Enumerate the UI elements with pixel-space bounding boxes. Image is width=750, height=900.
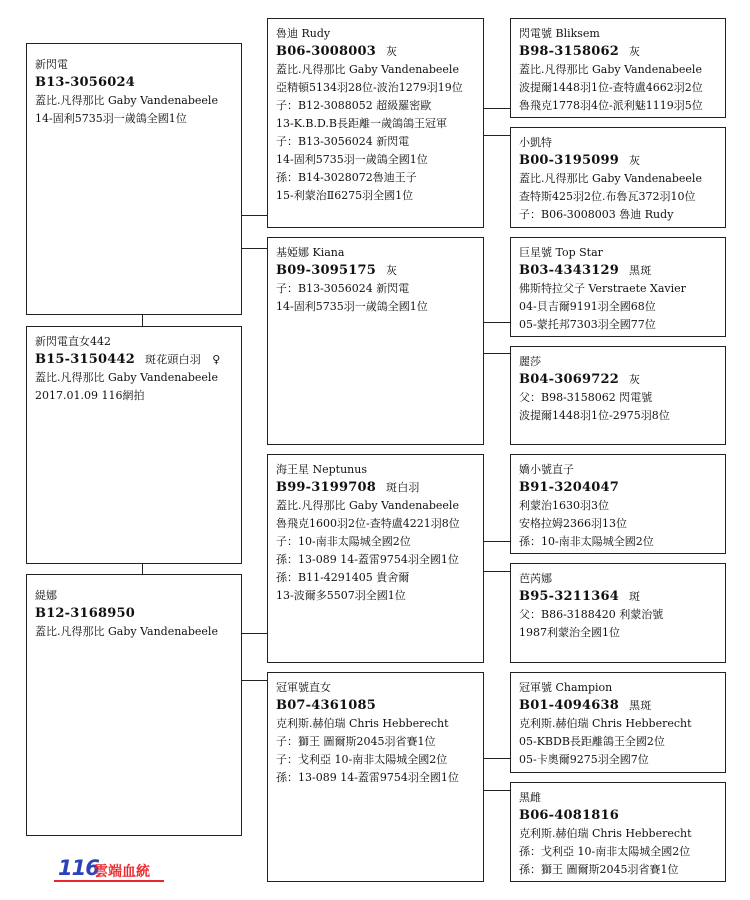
- pedigree-note: 04-貝吉爾9191羽全國68位: [519, 300, 656, 313]
- ring-number: [519, 588, 717, 606]
- pedigree-box-ggp-3: [510, 237, 726, 337]
- logo-text: 雲端血統: [94, 864, 150, 880]
- pedigree-box-dam-sire: [267, 454, 484, 663]
- ring-number: [519, 371, 717, 389]
- pedigree-note: 孫：B14-3028072魯迪王子: [276, 171, 417, 184]
- feather-color: 斑白羽: [386, 481, 420, 494]
- pedigree-note: 子：B13-3056024 新閃電: [276, 282, 410, 295]
- pedigree-note: 14-固利5735羽一歲鴿全國1位: [35, 112, 187, 125]
- pedigree-note: 亞精頓5134羽28位-波治1279羽19位: [276, 81, 463, 94]
- pedigree-note: 孫：13-089 14-蓋雷9754羽全國1位: [276, 553, 459, 566]
- connector-line: [484, 571, 510, 572]
- pedigree-box-ggp-7: [510, 672, 726, 773]
- pedigree-note: 子：獅王 圖爾斯2045羽省賽1位: [276, 735, 436, 748]
- logo-underline: [54, 880, 164, 882]
- pedigree-note: 蓋比.凡得那比 Gaby Vandenabeele: [276, 499, 459, 512]
- feather-color: 斑花頭白羽 ♀: [145, 353, 221, 366]
- ring-number-text: B00-3195099: [519, 153, 619, 168]
- pedigree-note: 13-K.B.D.B長距離一歲鴿鴿王冠軍: [276, 117, 448, 130]
- pedigree-note: 子：10-南非太陽城全國2位: [276, 535, 411, 548]
- pedigree-note: 2017.01.09 116網拍: [35, 389, 145, 402]
- pedigree-note: 05-蒙托邦7303羽全國77位: [519, 318, 656, 331]
- ring-number-text: B95-3211364: [519, 589, 619, 604]
- pigeon-name: 芭芮娜: [519, 572, 552, 585]
- pedigree-note: 子：B06-3008003 魯迪 Rudy: [519, 208, 674, 221]
- ring-number-text: B12-3168950: [35, 606, 135, 621]
- pedigree-box-ggp-5: [510, 454, 726, 554]
- pedigree-note: 13-波爾多5507羽全國1位: [276, 589, 406, 602]
- connector-line: [142, 564, 143, 574]
- connector-line: [242, 633, 267, 634]
- ring-number: [276, 262, 475, 280]
- connector-line: [484, 108, 510, 109]
- pedigree-box-ggp-1: [510, 18, 726, 118]
- pigeon-name: 小凱特: [519, 136, 552, 149]
- connector-line: [484, 135, 510, 136]
- pedigree-box-subject: [26, 326, 242, 564]
- feather-color: 灰: [386, 45, 398, 58]
- pigeon-name: 海王星 Neptunus: [276, 463, 367, 476]
- pedigree-note: 子：B12-3088052 超級羅密歐: [276, 99, 432, 112]
- pigeon-name: 閃電號 Bliksem: [519, 27, 600, 40]
- pigeon-name: 魯迪 Rudy: [276, 27, 331, 40]
- connector-line: [242, 215, 267, 216]
- connector-line: [484, 758, 510, 759]
- pedigree-box-dam: [26, 574, 242, 836]
- pedigree-note: 蓋比.凡得那比 Gaby Vandenabeele: [519, 63, 702, 76]
- pedigree-note: 克利斯.赫伯瑞 Chris Hebberecht: [276, 717, 449, 730]
- ring-number: [519, 262, 717, 280]
- pedigree-note: 蓋比.凡得那比 Gaby Vandenabeele: [519, 172, 702, 185]
- pedigree-note: 孫：13-089 14-蓋雷9754羽全國1位: [276, 771, 459, 784]
- pedigree-note: 蓋比.凡得那比 Gaby Vandenabeele: [35, 625, 218, 638]
- pedigree-note: 父：B98-3158062 閃電號: [519, 391, 653, 404]
- pedigree-note: 父：B86-3188420 利蒙治號: [519, 608, 664, 621]
- ring-number-text: B03-4343129: [519, 263, 619, 278]
- ring-number-text: B98-3158062: [519, 44, 619, 59]
- pedigree-box-ggp-6: [510, 563, 726, 663]
- feather-color: 灰: [629, 154, 641, 167]
- pedigree-box-sire-dam: [267, 237, 484, 445]
- pedigree-note: 1987利蒙治全國1位: [519, 626, 620, 639]
- pedigree-note: 魯飛克1778羽4位-派利魅1119羽5位: [519, 99, 703, 112]
- ring-number: [519, 807, 717, 825]
- pedigree-note: 佛斯特拉父子 Verstraete Xavier: [519, 282, 686, 295]
- pedigree-note: 蓋比.凡得那比 Gaby Vandenabeele: [35, 371, 218, 384]
- pedigree-note: 波提爾1448羽1位-查特盧4662羽2位: [519, 81, 703, 94]
- pedigree-note: 14-固利5735羽一歲鴿全國1位: [276, 153, 428, 166]
- connector-line: [484, 353, 510, 354]
- pedigree-note: 子：戈利亞 10-南非太陽城全國2位: [276, 753, 448, 766]
- ring-number: [276, 479, 475, 497]
- connector-line: [242, 248, 267, 249]
- connector-line: [142, 315, 143, 326]
- feather-color: 灰: [629, 373, 641, 386]
- pedigree-box-sire-sire: [267, 18, 484, 228]
- logo-number: 116: [58, 856, 99, 880]
- pigeon-name: 黑雌: [519, 791, 541, 804]
- pedigree-note: 蓋比.凡得那比 Gaby Vandenabeele: [35, 94, 218, 107]
- pedigree-box-sire: [26, 43, 242, 315]
- pedigree-note: 14-固利5735羽一歲鴿全國1位: [276, 300, 428, 313]
- logo: [54, 856, 166, 882]
- pigeon-name: 巨星號 Top Star: [519, 246, 603, 259]
- pedigree-box-dam-dam: [267, 672, 484, 882]
- feather-color: 黑斑: [629, 699, 652, 712]
- pedigree-box-ggp-8: [510, 782, 726, 882]
- ring-number-text: B07-4361085: [276, 698, 376, 713]
- pedigree-note: 孫：戈利亞 10-南非太陽城全國2位: [519, 845, 691, 858]
- pedigree-note: 孫：10-南非太陽城全國2位: [519, 535, 654, 548]
- feather-color: 灰: [629, 45, 641, 58]
- pedigree-note: 魯飛克1600羽2位-查特盧4221羽8位: [276, 517, 460, 530]
- pigeon-name: 新閃電直女442: [35, 335, 111, 348]
- ring-number-text: B06-3008003: [276, 44, 376, 59]
- pigeon-name: 冠軍號 Champion: [519, 681, 613, 694]
- pedigree-box-ggp-2: [510, 127, 726, 228]
- connector-line: [242, 680, 267, 681]
- ring-number: [519, 697, 717, 715]
- ring-number-text: B09-3095175: [276, 263, 376, 278]
- ring-number: [519, 152, 717, 170]
- ring-number: [35, 74, 233, 92]
- pedigree-note: 孫：B11-4291405 貴舍爾: [276, 571, 410, 584]
- pedigree-note: 利蒙治1630羽3位: [519, 499, 609, 512]
- pedigree-note: 克利斯.赫伯瑞 Chris Hebberecht: [519, 717, 692, 730]
- pedigree-note: 15-利蒙治Ⅱ6275羽全國1位: [276, 189, 414, 202]
- pedigree-box-ggp-4: [510, 346, 726, 445]
- connector-line: [484, 541, 510, 542]
- connector-line: [484, 322, 510, 323]
- pigeon-name: 嬌小號直子: [519, 463, 574, 476]
- pigeon-name: 麗莎: [519, 355, 541, 368]
- pedigree-note: 波提爾1448羽1位-2975羽8位: [519, 409, 670, 422]
- ring-number-text: B13-3056024: [35, 75, 135, 90]
- ring-number: [276, 43, 475, 61]
- feather-color: 斑: [629, 590, 641, 603]
- ring-number-text: B91-3204047: [519, 480, 619, 495]
- pedigree-note: 05-KBDB長距離鴿王全國2位: [519, 735, 665, 748]
- ring-number: [276, 697, 475, 715]
- feather-color: 黑斑: [629, 264, 652, 277]
- ring-number-text: B04-3069722: [519, 372, 619, 387]
- pigeon-name: 新閃電: [35, 58, 68, 71]
- pedigree-note: 蓋比.凡得那比 Gaby Vandenabeele: [276, 63, 459, 76]
- pedigree-note: 05-卡奧爾9275羽全國7位: [519, 753, 649, 766]
- feather-color: 灰: [386, 264, 398, 277]
- pigeon-name: 基婭娜 Kiana: [276, 246, 345, 259]
- pigeon-name: 緹娜: [35, 589, 57, 602]
- pedigree-note: 子：B13-3056024 新閃電: [276, 135, 410, 148]
- ring-number: [35, 605, 233, 623]
- ring-number: [35, 351, 233, 369]
- pedigree-note: 安格拉姆2366羽13位: [519, 517, 627, 530]
- pigeon-name: 冠軍號直女: [276, 681, 331, 694]
- ring-number: [519, 43, 717, 61]
- ring-number-text: B06-4081816: [519, 808, 619, 823]
- ring-number-text: B15-3150442: [35, 352, 135, 367]
- pedigree-note: 克利斯.赫伯瑞 Chris Hebberecht: [519, 827, 692, 840]
- pedigree-note: 查特斯425羽2位.布魯瓦372羽10位: [519, 190, 696, 203]
- pedigree-note: 孫：獅王 圖爾斯2045羽省賽1位: [519, 863, 679, 876]
- ring-number-text: B99-3199708: [276, 480, 376, 495]
- connector-line: [484, 790, 510, 791]
- ring-number-text: B01-4094638: [519, 698, 619, 713]
- ring-number: [519, 479, 717, 497]
